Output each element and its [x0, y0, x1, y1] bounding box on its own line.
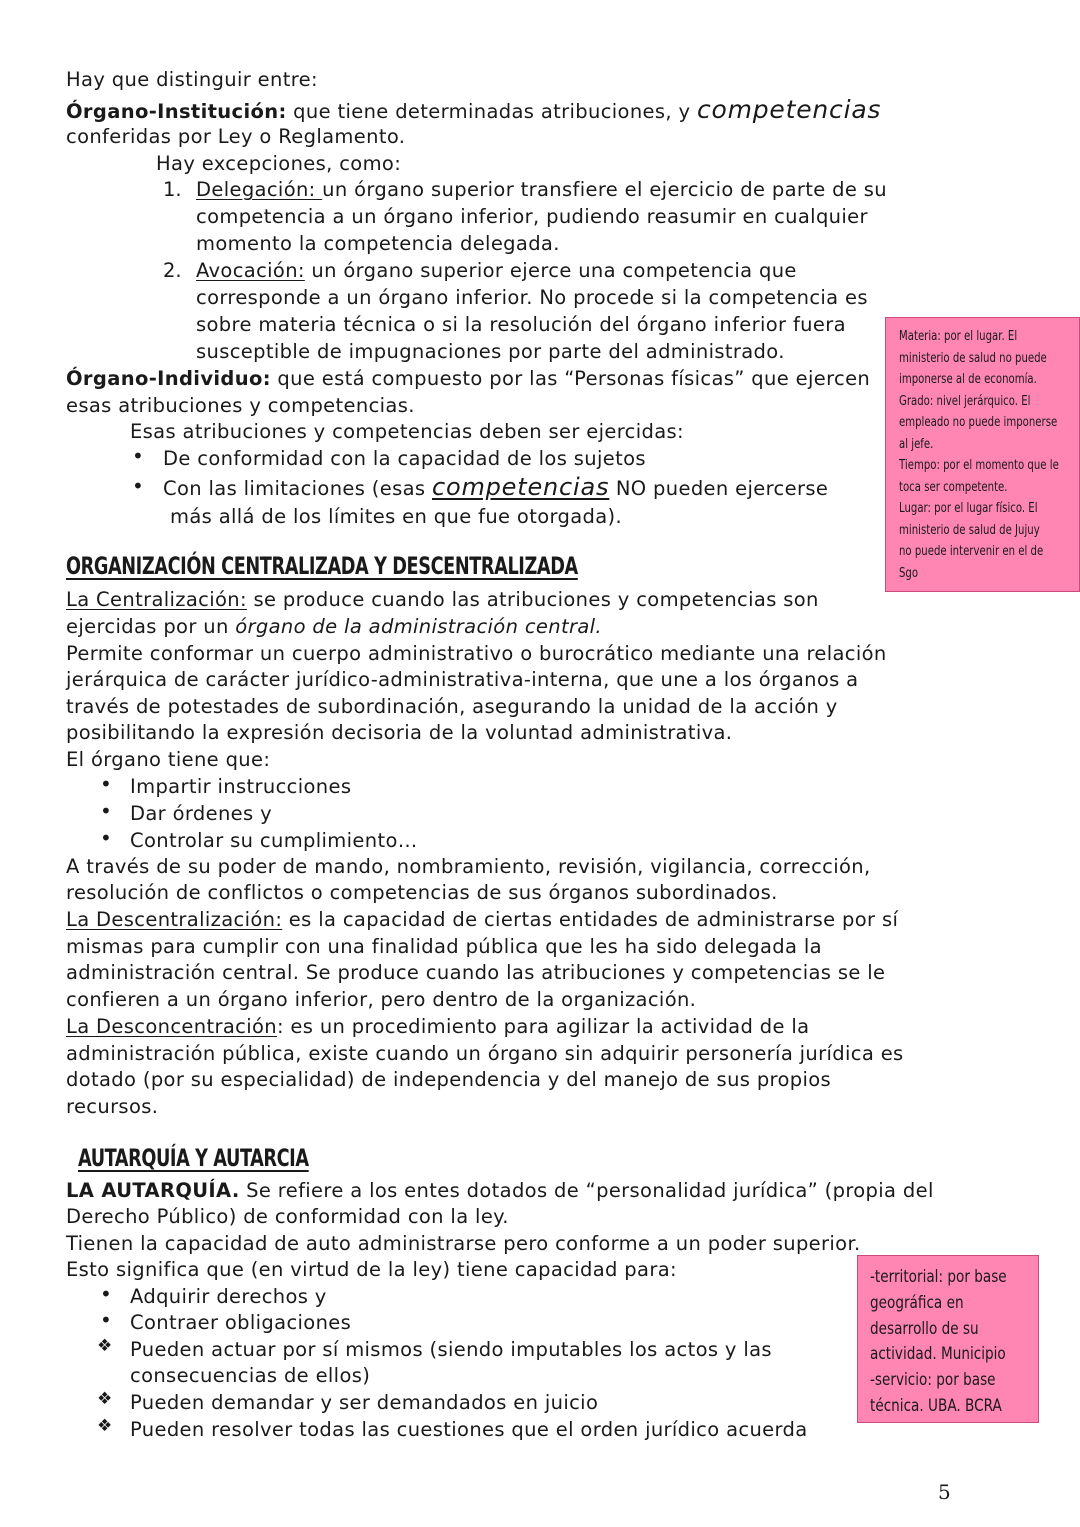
demandar-line: Pueden demandar y ser demandados en juicio [130, 1391, 599, 1414]
centralizacion-l2b: órgano de la administración central. [235, 615, 602, 638]
organo-individuo-text: que está compuesto por las “Personas físicas” que ejercen [270, 367, 871, 390]
bullet-dot: • [100, 1282, 112, 1306]
note-line: -servicio: por base [870, 1370, 996, 1391]
centralizacion-l2a: ejercidas por un [66, 615, 236, 638]
intro-text: Hay que distinguir entre: [66, 68, 318, 91]
note-line: Materia: por el lugar. El [899, 329, 1018, 344]
delegacion-term: Delegación: [196, 178, 323, 201]
diamond-bullet-icon: ❖ [97, 1416, 113, 1436]
organo-institucion-line [66, 96, 881, 125]
actuar-line-2: consecuencias de ellos) [130, 1364, 371, 1387]
organo-individuo-label: Órgano-Individuo: [66, 367, 271, 390]
limitaciones-pre: Con las limitaciones (esas [163, 477, 432, 500]
section-heading-organizacion: ORGANIZACIÓN CENTRALIZADA Y DESCENTRALIZADA [66, 552, 578, 580]
descentralizacion-line [66, 906, 898, 933]
avocacion-line [196, 257, 797, 284]
note-line: desarrollo de su [870, 1318, 979, 1339]
capacidad-item: Contraer obligaciones [130, 1311, 352, 1334]
autarquia-line [66, 1177, 934, 1204]
descentralizacion-line-3: administración central. Se produce cuando las atribuciones y competencias se le [66, 961, 886, 984]
desconcentracion-term: La Desconcentración [66, 1015, 277, 1038]
organo-institucion-text: que tiene determinadas atribuciones, y [286, 100, 697, 123]
section-heading-autarquia: AUTARQUÍA Y AUTARCIA [78, 1144, 309, 1172]
descentralizacion-text: es la capacidad de ciertas entidades de administrarse por sí [282, 908, 899, 931]
centralizacion-term: La Centralización: [66, 588, 247, 611]
desconcentracion-line-4: recursos. [66, 1095, 159, 1118]
centralizacion-text: se produce cuando las atribuciones y competencias son [246, 588, 819, 611]
note-line: Sgo [899, 565, 919, 581]
limitaciones-post: NO pueden ejercerse [609, 477, 829, 500]
autarquia-text: Se refiere a los entes dotados de “personalidad jurídica” (propia del [239, 1179, 934, 1202]
autarquia-line-3: Tienen la capacidad de auto administrarse pero conforme a un poder superior. [66, 1232, 861, 1255]
descentralizacion-term: La Descentralización: [66, 908, 283, 931]
desconcentracion-line-2: administración pública, existe cuando un órgano sin adquirir personería jurídica es [66, 1042, 904, 1065]
avocacion-line-2: corresponde a un órgano inferior. No procede si la competencia es [196, 286, 868, 309]
note-line: técnica. UBA. BCRA [870, 1395, 1002, 1416]
bullet-dot: • [100, 799, 112, 823]
note-line: al jefe. [899, 436, 934, 452]
note-line: ministerio de salud de Jujuy [899, 522, 1040, 538]
organo-institucion-label: Órgano-Institución: [66, 100, 287, 123]
centralizacion-line-3: Permite conformar un cuerpo administrativo o burocrático mediante una relación [66, 642, 887, 665]
excepciones-text: Hay excepciones, como: [156, 152, 402, 175]
note-line: actividad. Municipio [870, 1344, 1006, 1365]
autarquia-types-note [857, 1255, 1039, 1423]
organo-item: Dar órdenes y [130, 802, 272, 825]
avocacion-number: 2. [163, 259, 182, 282]
page-number: 5 [938, 1480, 951, 1504]
centralizacion-line-6: posibilitando la expresión decisoria de la voluntad administrativa. [66, 721, 733, 744]
delegacion-line-2: competencia a un órgano inferior, pudiendo reasumir en cualquier [196, 205, 868, 228]
note-line: imponerse al de economía. [899, 372, 1037, 387]
actuar-line: Pueden actuar por sí mismos (siendo imputables los actos y las [130, 1338, 772, 1361]
autarquia-line-4: Esto significa que (en virtud de la ley) tiene capacidad para: [66, 1258, 677, 1281]
competencias-highlight-2: competencias [431, 473, 610, 501]
autarquia-label: LA AUTARQUÍA. [66, 1179, 240, 1202]
avocacion-term: Avocación: [196, 259, 305, 282]
diamond-bullet-icon: ❖ [97, 1389, 113, 1409]
bullet-dot: • [100, 1308, 112, 1332]
avocacion-line-3: sobre materia técnica o si la resolución del órgano inferior fuera [196, 313, 846, 336]
mando-line-2: resolución de conflictos o competencias de sus órganos subordinados. [66, 881, 778, 904]
note-line: -territorial: por base [870, 1267, 1007, 1287]
note-line: geográfica en [870, 1292, 964, 1313]
note-line: toca ser competente. [899, 479, 1008, 495]
resolver-line: Pueden resolver todas las cuestiones que el orden jurídico acuerda [130, 1418, 808, 1441]
desconcentracion-line-3: dotado (por su especialidad) de independencia y del manejo de sus propios [66, 1068, 832, 1091]
bullet-dot: • [132, 444, 144, 468]
bullet-limitaciones [163, 474, 828, 502]
delegacion-text: un órgano superior transfiere el ejercicio de parte de su [322, 178, 887, 201]
organo-item: Impartir instrucciones [130, 775, 352, 798]
note-line: ministerio de salud no puede [899, 350, 1047, 366]
bullet-limitaciones-cont: más allá de los límites en que fue otorgada). [170, 505, 623, 528]
ejercidas-text: Esas atribuciones y competencias deben ser ejercidas: [130, 420, 684, 443]
centralizacion-line-2 [66, 613, 602, 640]
diamond-bullet-icon: ❖ [97, 1336, 113, 1356]
centralizacion-line-5: través de potestades de subordinación, asegurando la unidad de la acción y [66, 695, 838, 718]
note-line: Lugar: por el lugar físico. El [899, 501, 1038, 516]
avocacion-text: un órgano superior ejerce una competencia que [304, 259, 797, 282]
delegacion-number: 1. [163, 178, 182, 201]
desconcentracion-line [66, 1013, 809, 1040]
bullet-dot: • [100, 826, 112, 850]
capacidad-item: Adquirir derechos y [130, 1285, 327, 1308]
competencias-highlight: competencias [696, 95, 882, 124]
organo-individuo-cont: esas atribuciones y competencias. [66, 394, 415, 417]
note-line: empleado no puede imponerse [899, 415, 1058, 430]
descentralizacion-line-4: confieren a un órgano inferior, pero dentro de la organización. [66, 988, 697, 1011]
organo-institucion-cont: conferidas por Ley o Reglamento. [66, 125, 406, 148]
centralizacion-line-7: El órgano tiene que: [66, 748, 271, 771]
note-line: Tiempo: por el momento que le [899, 458, 1059, 473]
delegacion-line [196, 176, 887, 203]
note-line: Grado: nivel jerárquico. El [899, 393, 1031, 409]
note-line: no puede intervenir en el de [899, 544, 1044, 559]
centralizacion-line [66, 586, 819, 613]
avocacion-line-4: susceptible de impugnaciones por parte del administrado. [196, 340, 785, 363]
bullet-dot: • [132, 474, 144, 498]
descentralizacion-line-2: mismas para cumplir con una finalidad pública que les ha sido delegada la [66, 935, 822, 958]
mando-line: A través de su poder de mando, nombramiento, revisión, vigilancia, corrección, [66, 855, 871, 878]
competence-note [885, 317, 1080, 592]
organo-item: Controlar su cumplimiento… [130, 829, 418, 852]
centralizacion-line-4: jerárquica de carácter jurídico-administrativa-interna, que une a los órganos a [66, 668, 859, 691]
bullet-dot: • [100, 772, 112, 796]
delegacion-line-3: momento la competencia delegada. [196, 232, 560, 255]
bullet-conformidad: De conformidad con la capacidad de los sujetos [163, 447, 646, 470]
desconcentracion-text: : es un procedimiento para agilizar la actividad de la [276, 1015, 810, 1038]
organo-individuo-line [66, 365, 870, 392]
autarquia-line-2: Derecho Público) de conformidad con la ley. [66, 1205, 509, 1228]
